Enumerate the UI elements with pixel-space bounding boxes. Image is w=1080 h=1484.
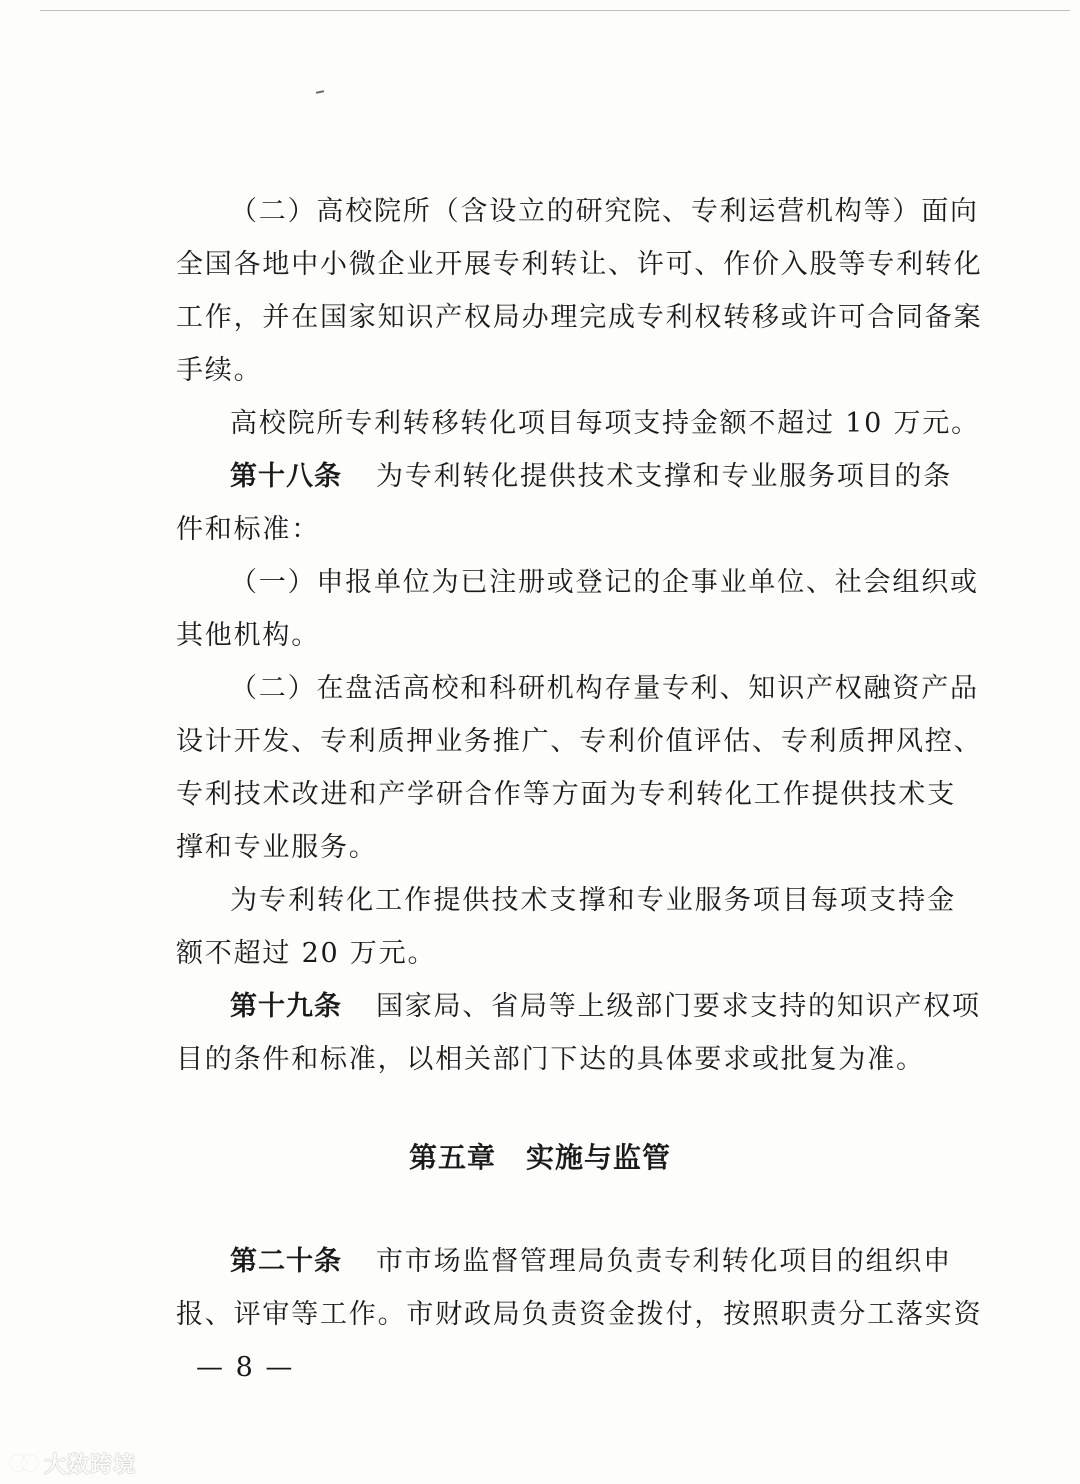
article18-item1-line1: （一）申报单位为已注册或登记的企事业单位、社会组织或: [230, 567, 979, 598]
article18-amount-line2: 额不超过 20 万元。: [176, 938, 437, 969]
article20-label: 第二十条: [230, 1246, 342, 1277]
article20-heading-line: [230, 1242, 956, 1282]
article18-item2-line2: 设计开发、专利质押业务推广、专利价值评估、专利质押风控、: [176, 726, 983, 757]
chapter-title: 实施与监管: [526, 1141, 672, 1174]
page-number: — 8 —: [196, 1352, 295, 1383]
article17-item2-line3: 工作，并在国家知识产权局办理完成专利权转移或许可合同备案: [176, 302, 983, 333]
article18-amount-line1: 为专利转化工作提供技术支撑和专业服务项目每项支持金: [230, 885, 956, 916]
article18-item2-line1: （二）在盘活高校和科研机构存量专利、知识产权融资产品: [230, 673, 979, 704]
article20-line1: 市市场监督管理局负责专利转化项目的组织申: [376, 1246, 952, 1277]
chapter-number: 第五章: [408, 1141, 496, 1174]
article19-label: 第十九条: [230, 991, 342, 1022]
article17-item2-line1: （二）高校院所（含设立的研究院、专利运营机构等）面向: [230, 196, 979, 227]
article19-line2: 目的条件和标准，以相关部门下达的具体要求或批复为准。: [176, 1044, 925, 1075]
article17-item2-line4: 手续。: [176, 355, 263, 386]
scan-speck: [316, 90, 324, 94]
article18-item1-line2: 其他机构。: [176, 620, 320, 651]
article18-line2: 件和标准：: [176, 514, 320, 545]
article17-item2-line2: 全国各地中小微企业开展专利转让、许可、作价入股等专利转化: [176, 249, 983, 280]
article18-item2-line4: 撑和专业服务。: [176, 832, 378, 863]
scan-edge-line: [40, 10, 1070, 11]
watermark-text: 大数跨境: [44, 1452, 137, 1478]
watermark: [10, 1448, 136, 1478]
article18-line1: 为专利转化提供技术支撑和专业服务项目的条: [376, 461, 952, 492]
article17-amount: 高校院所专利转移转化项目每项支持金额不超过 10 万元。: [230, 408, 980, 439]
article18-heading-line: [230, 457, 956, 497]
article19-line1: 国家局、省局等上级部门要求支持的知识产权项: [376, 991, 981, 1022]
article18-label: 第十八条: [230, 461, 342, 492]
article18-item2-line3: 专利技术改进和产学研合作等方面为专利转化工作提供技术支: [176, 779, 956, 810]
infinity-logo-icon: [10, 1453, 38, 1473]
article20-line2: 报、评审等工作。市财政局负责资金拨付，按照职责分工落实资: [176, 1299, 983, 1330]
article19-heading-line: [230, 987, 981, 1027]
chapter-heading: [0, 1138, 1080, 1178]
